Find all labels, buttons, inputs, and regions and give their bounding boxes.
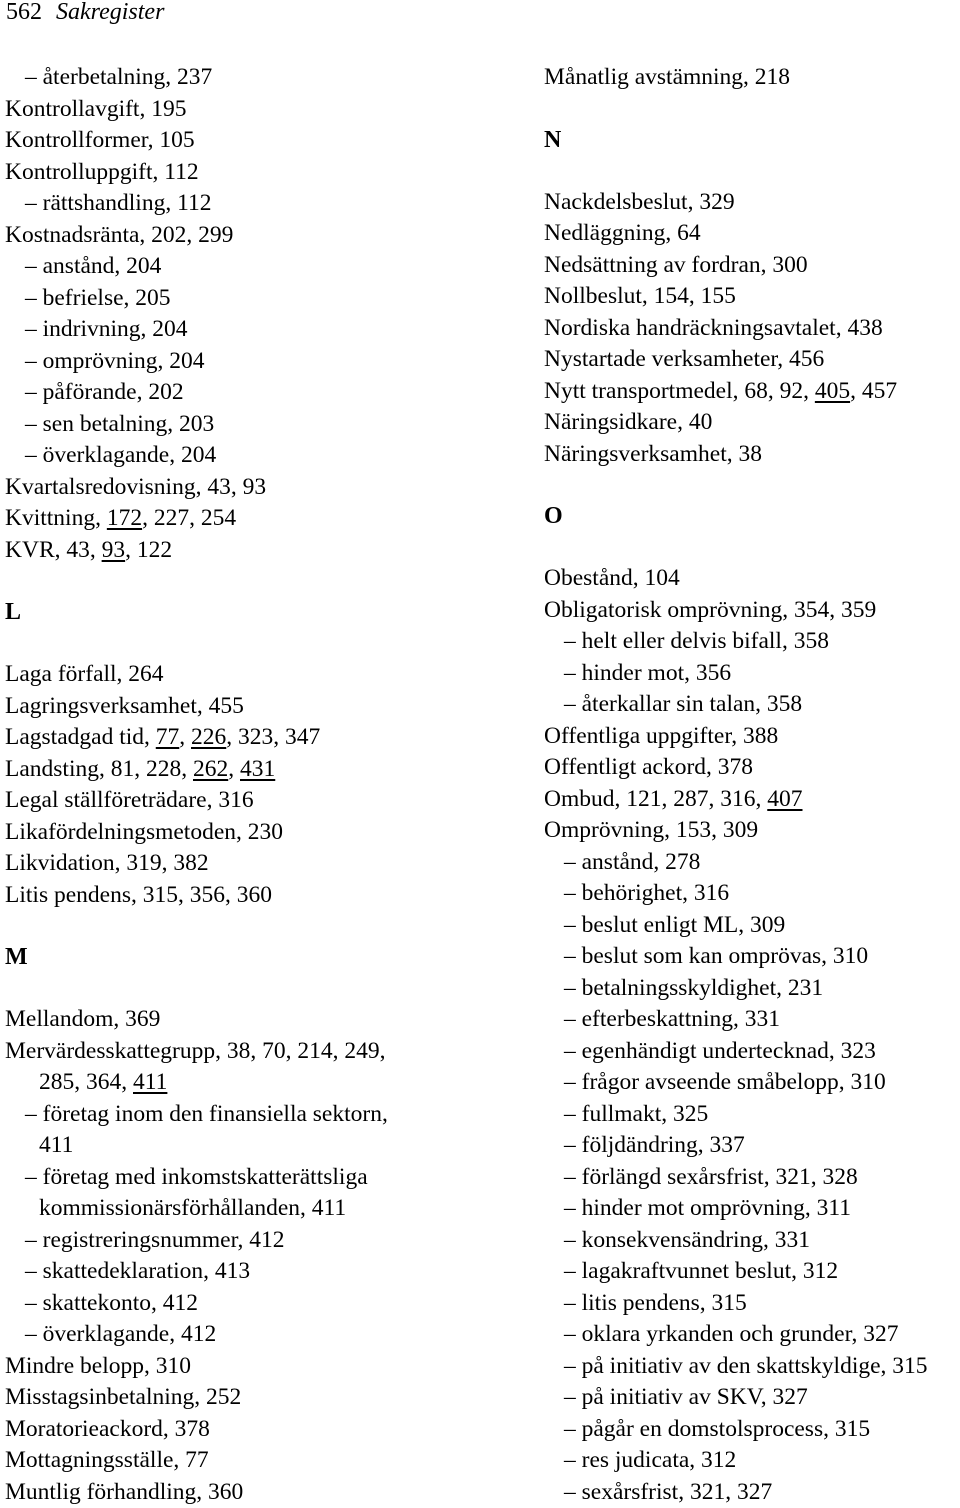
- index-entry: Näringsverksamhet, 38: [544, 439, 960, 471]
- underlined-page-ref: 405: [815, 378, 850, 404]
- index-subentry: – hinder mot omprövning, 311: [544, 1193, 960, 1225]
- index-entry: Muntlig förhandling, 360: [5, 1477, 525, 1508]
- underlined-page-ref: 262: [193, 756, 228, 782]
- index-entry-continuation: 411: [5, 1130, 525, 1162]
- index-subentry: – lagakraftvunnet beslut, 312: [544, 1256, 960, 1288]
- index-subentry: – egenhändigt undertecknad, 323: [544, 1036, 960, 1068]
- index-subentry: – sen betalning, 203: [5, 409, 525, 441]
- index-subentry: – på initiativ av den skattskyldige, 315: [544, 1351, 960, 1383]
- index-subentry: – återbetalning, 237: [5, 62, 525, 94]
- underlined-page-ref: 172: [107, 505, 142, 531]
- index-subentry: – skattekonto, 412: [5, 1288, 525, 1320]
- index-entry: Mellandom, 369: [5, 1004, 525, 1036]
- index-letter-heading: O: [544, 470, 960, 563]
- index-subentry: – indrivning, 204: [5, 314, 525, 346]
- index-subentry: – befrielse, 205: [5, 283, 525, 315]
- underlined-page-ref: 226: [191, 724, 226, 750]
- index-entry: Litis pendens, 315, 356, 360: [5, 880, 525, 912]
- index-entry: Nackdelsbeslut, 329: [544, 187, 960, 219]
- index-entry: Nordiska handräckningsavtalet, 438: [544, 313, 960, 345]
- index-entry: Nedläggning, 64: [544, 218, 960, 250]
- index-entry: Laga förfall, 264: [5, 659, 525, 691]
- index-subentry: – omprövning, 204: [5, 346, 525, 378]
- index-subentry: – förlängd sexårsfrist, 321, 328: [544, 1162, 960, 1194]
- index-subentry: – anstånd, 204: [5, 251, 525, 283]
- underlined-page-ref: 77: [156, 724, 180, 750]
- index-entry: Nystartade verksamheter, 456: [544, 344, 960, 376]
- index-entry: Nedsättning av fordran, 300: [544, 250, 960, 282]
- index-entry: Moratorieackord, 378: [5, 1414, 525, 1446]
- index-letter-heading: N: [544, 94, 960, 187]
- underlined-page-ref: 407: [767, 786, 802, 812]
- index-subentry: – konsekvensändring, 331: [544, 1225, 960, 1257]
- index-entry: Kvittning, 172, 227, 254: [5, 503, 525, 535]
- index-subentry: – helt eller delvis bifall, 358: [544, 626, 960, 658]
- index-entry: Lagringsverksamhet, 455: [5, 691, 525, 723]
- index-entry: Nollbeslut, 154, 155: [544, 281, 960, 313]
- index-entry: Mervärdesskattegrupp, 38, 70, 214, 249,: [5, 1036, 525, 1068]
- index-entry: Likafördelningsmetoden, 230: [5, 817, 525, 849]
- index-subentry: – anstånd, 278: [544, 847, 960, 879]
- index-subentry: – fullmakt, 325: [544, 1099, 960, 1131]
- index-subentry: – frågor avseende småbelopp, 310: [544, 1067, 960, 1099]
- index-entry: KVR, 43, 93, 122: [5, 535, 525, 567]
- index-subentry: – registreringsnummer, 412: [5, 1225, 525, 1257]
- index-entry: Omprövning, 153, 309: [544, 815, 960, 847]
- index-subentry: – beslut enligt ML, 309: [544, 910, 960, 942]
- index-entry: Ombud, 121, 287, 316, 407: [544, 784, 960, 816]
- index-entry: Mottagningsställe, 77: [5, 1445, 525, 1477]
- page-number: 562: [6, 0, 42, 25]
- index-subentry: – företag inom den finansiella sektorn,: [5, 1099, 525, 1131]
- index-entry: Kontrolluppgift, 112: [5, 157, 525, 189]
- index-entry: Mindre belopp, 310: [5, 1351, 525, 1383]
- index-entry-continuation: 285, 364, 411: [5, 1067, 525, 1099]
- index-letter-heading: M: [5, 911, 525, 1004]
- index-column-right: [544, 62, 960, 1508]
- index-entry: Kontrollavgift, 195: [5, 94, 525, 126]
- underlined-page-ref: 411: [133, 1069, 167, 1095]
- index-subentry: – skattedeklaration, 413: [5, 1256, 525, 1288]
- page-header: [6, 0, 164, 24]
- index-subentry: – på initiativ av SKV, 327: [544, 1382, 960, 1414]
- underlined-page-ref: 93: [102, 537, 126, 563]
- index-entry: Lagstadgad tid, 77, 226, 323, 347: [5, 722, 525, 754]
- underlined-page-ref: 431: [240, 756, 275, 782]
- index-subentry: – oklara yrkanden och grunder, 327: [544, 1319, 960, 1351]
- index-subentry: – rättshandling, 112: [5, 188, 525, 220]
- index-subentry: – litis pendens, 315: [544, 1288, 960, 1320]
- index-entry: Obligatorisk omprövning, 354, 359: [544, 595, 960, 627]
- index-subentry: – hinder mot, 356: [544, 658, 960, 690]
- running-title: Sakregister: [56, 0, 164, 25]
- index-entry: Obestånd, 104: [544, 563, 960, 595]
- index-subentry: – följdändring, 337: [544, 1130, 960, 1162]
- index-entry: Offentligt ackord, 378: [544, 752, 960, 784]
- index-entry: Legal ställföreträdare, 316: [5, 785, 525, 817]
- index-entry: Kontrollformer, 105: [5, 125, 525, 157]
- index-entry: Likvidation, 319, 382: [5, 848, 525, 880]
- index-subentry: – återkallar sin talan, 358: [544, 689, 960, 721]
- index-entry: Landsting, 81, 228, 262, 431: [5, 754, 525, 786]
- index-subentry: – överklagande, 412: [5, 1319, 525, 1351]
- index-subentry: – pågår en domstolsprocess, 315: [544, 1414, 960, 1446]
- index-letter-heading: L: [5, 566, 525, 659]
- index-subentry: – påförande, 202: [5, 377, 525, 409]
- index-subentry: – efterbeskattning, 331: [544, 1004, 960, 1036]
- index-subentry: – betalningsskyldighet, 231: [544, 973, 960, 1005]
- index-subentry: – res judicata, 312: [544, 1445, 960, 1477]
- index-subentry: – överklagande, 204: [5, 440, 525, 472]
- index-entry-continuation: kommissionärsförhållanden, 411: [5, 1193, 525, 1225]
- index-subentry: – behörighet, 316: [544, 878, 960, 910]
- index-entry: Nytt transportmedel, 68, 92, 405, 457: [544, 376, 960, 408]
- index-entry: Månatlig avstämning, 218: [544, 62, 960, 94]
- index-entry: Kostnadsränta, 202, 299: [5, 220, 525, 252]
- index-subentry: – sexårsfrist, 321, 327: [544, 1477, 960, 1508]
- index-entry: Näringsidkare, 40: [544, 407, 960, 439]
- index-entry: Offentliga uppgifter, 388: [544, 721, 960, 753]
- index-entry: Misstagsinbetalning, 252: [5, 1382, 525, 1414]
- index-column-left: [5, 62, 525, 1508]
- index-subentry: – företag med inkomstskatterättsliga: [5, 1162, 525, 1194]
- index-subentry: – beslut som kan omprövas, 310: [544, 941, 960, 973]
- index-entry: Kvartalsredovisning, 43, 93: [5, 472, 525, 504]
